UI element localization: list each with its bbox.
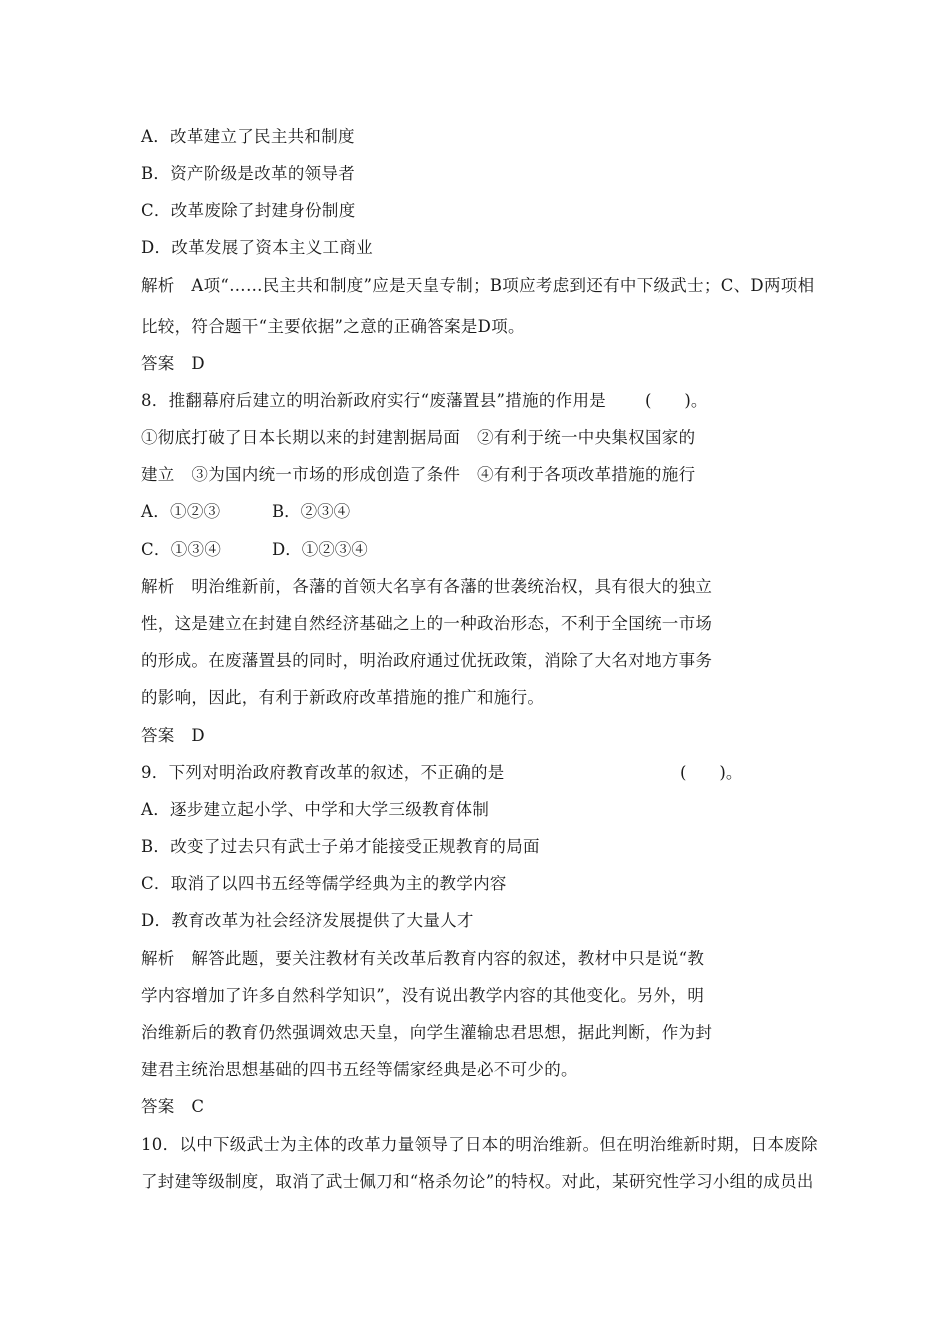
q8-option-c: C．①③④ (141, 540, 222, 559)
q8-answer-bracket: ( )。 (645, 391, 708, 410)
q9-analysis-line-3: 治维新后的教育仍然强调效忠天皇，向学生灌输忠君思想，据此判断，作为封 (141, 1023, 713, 1042)
q9-answer: 答案 C (141, 1097, 205, 1116)
q9-option-a: A．逐步建立起小学、中学和大学三级教育体制 (141, 800, 490, 819)
q8-option-a: A．①②③ (141, 502, 221, 521)
q9-option-d: D．教育改革为社会经济发展提供了大量人才 (141, 911, 474, 930)
q9-analysis-line-1: 解析 解答此题，要关注教材有关改革后教育内容的叙述，教材中只是说“教 (141, 949, 705, 968)
q8-answer: 答案 D (141, 726, 205, 745)
q8-stem: 8．推翻幕府后建立的明治新政府实行“废藩置县”措施的作用是 (141, 391, 607, 410)
q7-option-b: B．资产阶级是改革的领导者 (141, 164, 356, 183)
q7-option-c: C．改革废除了封建身份制度 (141, 201, 356, 220)
q8-analysis-line-4: 的影响，因此，有利于新政府改革措施的推广和施行。 (141, 688, 545, 707)
q8-analysis-line-2: 性，这是建立在封建自然经济基础之上的一种政治形态，不利于全国统一市场 (141, 614, 713, 633)
q10-line-2: 了封建等级制度，取消了武士佩刀和“格杀勿论”的特权。对此，某研究性学习小组的成员出 (141, 1172, 814, 1191)
q7-analysis-line-2: 比较，符合题干“主要依据”之意的正确答案是D项。 (141, 317, 525, 336)
q10-line-1: 10．以中下级武士为主体的改革力量领导了日本的明治维新。但在明治维新时期，日本废除 (141, 1135, 818, 1154)
q7-option-a: A．改革建立了民主共和制度 (141, 127, 355, 146)
q8-items-line-1: ①彻底打破了日本长期以来的封建割据局面 ②有利于统一中央集权国家的 (141, 428, 696, 447)
q8-option-d: D．①②③④ (272, 540, 368, 559)
q9-option-c: C．取消了以四书五经等儒学经典为主的教学内容 (141, 874, 507, 893)
q9-option-b: B．改变了过去只有武士子弟才能接受正规教育的局面 (141, 837, 540, 856)
q8-items-line-2: 建立 ③为国内统一市场的形成创造了条件 ④有利于各项改革措施的施行 (141, 465, 696, 484)
q9-analysis-line-4: 建君主统治思想基础的四书五经等儒家经典是必不可少的。 (141, 1060, 578, 1079)
q9-stem: 9．下列对明治政府教育改革的叙述，不正确的是 (141, 763, 505, 782)
q8-analysis-line-1: 解析 明治维新前，各藩的首领大名享有各藩的世袭统治权，具有很大的独立 (141, 577, 713, 596)
q8-option-b: B．②③④ (272, 502, 351, 521)
q8-analysis-line-3: 的形成。在废藩置县的同时，明治政府通过优抚政策，消除了大名对地方事务 (141, 651, 713, 670)
q7-option-d: D．改革发展了资本主义工商业 (141, 238, 373, 257)
q9-answer-bracket: ( )。 (680, 763, 743, 782)
q7-analysis-line-1: 解析 A项“……民主共和制度”应是天皇专制；B项应考虑到还有中下级武士；C、D两项相 (141, 276, 815, 295)
q9-analysis-line-2: 学内容增加了许多自然科学知识”，没有说出教学内容的其他变化。另外，明 (141, 986, 705, 1005)
q7-answer: 答案 D (141, 354, 205, 373)
